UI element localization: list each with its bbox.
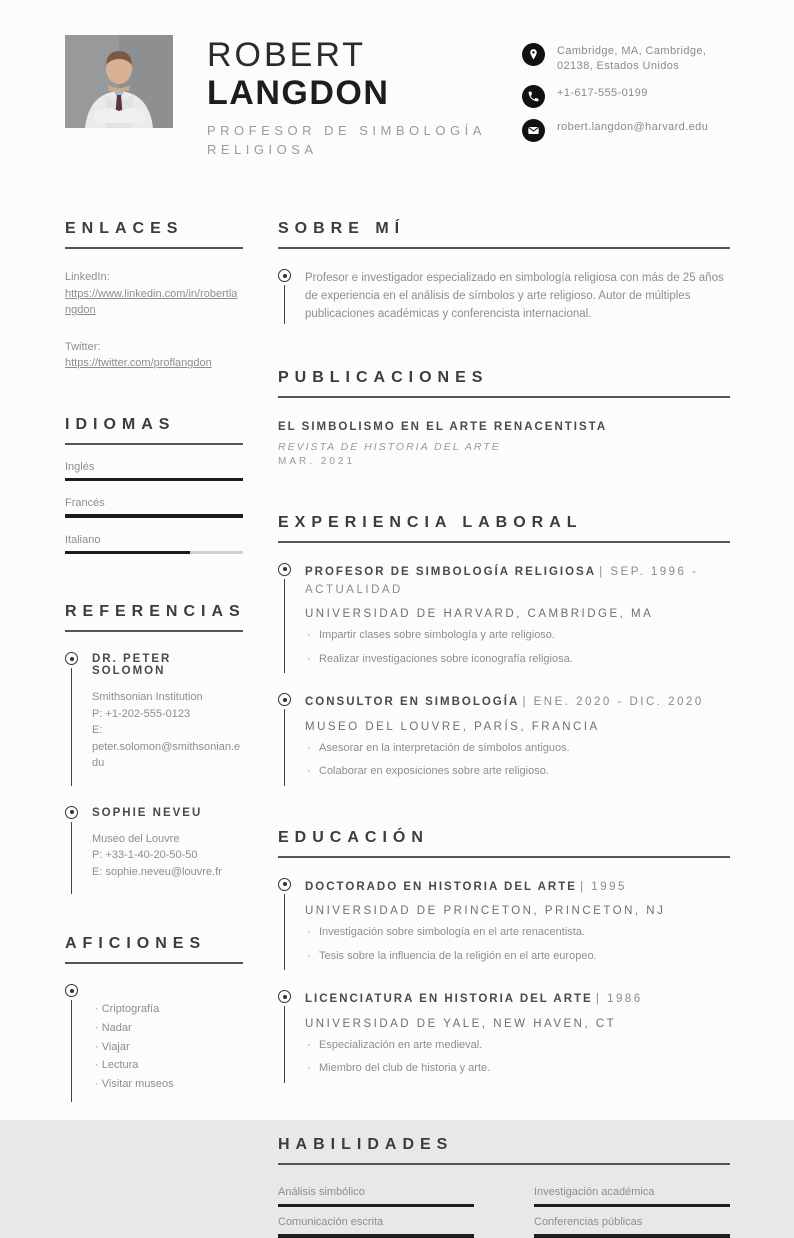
- education-degree: DOCTORADO EN HISTORIA DEL ARTE: [305, 880, 577, 893]
- email-text: robert.langdon@harvard.edu: [557, 120, 709, 133]
- job-title: PROFESOR DE SIMBOLOGÍA RELIGIOSA: [207, 123, 486, 158]
- location-text: Cambridge, MA, Cambridge, 02138, Estados Unidos: [557, 45, 707, 72]
- person-portrait-icon: [65, 35, 173, 128]
- skill-name: Conferencias públicas: [534, 1216, 643, 1229]
- reference-details: [92, 689, 243, 786]
- section-experience: [278, 514, 730, 786]
- timeline-dot-icon: [278, 878, 291, 891]
- timeline-marker: [65, 652, 92, 786]
- experience-bullets: [305, 740, 730, 786]
- hobbies-heading: AFICIONES: [65, 935, 243, 964]
- timeline-line: [284, 709, 285, 785]
- reference-phone: P: +1-202-555-0123: [92, 707, 191, 720]
- experience-heading: EXPERIENCIA LABORAL: [278, 514, 730, 543]
- twitter-label: Twitter:: [65, 340, 101, 353]
- timeline-marker: [65, 806, 92, 895]
- timeline-dot-icon: [278, 693, 291, 706]
- language-name: Francés: [65, 497, 105, 510]
- name-block: [207, 35, 499, 160]
- skill-item: [278, 1186, 474, 1208]
- skill-level-bar: [278, 1204, 474, 1208]
- section-references: [65, 603, 246, 894]
- linkedin-link[interactable]: https://www.linkedin.com/in/robertlangdon: [65, 287, 238, 317]
- phone-icon: [522, 85, 545, 108]
- hobby-item: · Viajar: [95, 1038, 243, 1057]
- reference-email: E: sophie.neveu@louvre.fr: [92, 865, 222, 878]
- about-entry: [278, 269, 730, 323]
- reference-details: [92, 831, 243, 895]
- publication-journal: REVISTA DE HISTORIA DEL ARTE: [278, 440, 501, 453]
- section-hobbies: [65, 935, 243, 1101]
- linkedin-label: LinkedIn:: [65, 271, 110, 284]
- hobby-item: · Nadar: [95, 1019, 243, 1038]
- education-entry: [278, 878, 730, 970]
- section-education: [278, 829, 730, 1083]
- experience-role-line: [305, 693, 730, 711]
- contact-phone: [522, 85, 730, 108]
- first-name: ROBERT: [207, 36, 367, 74]
- about-heading: SOBRE MÍ: [278, 220, 730, 249]
- timeline-marker: [278, 269, 305, 323]
- timeline-dot-icon: [65, 652, 78, 665]
- timeline-marker: [278, 990, 305, 1082]
- experience-bullet: · Realizar investigaciones sobre iconografía religiosa.: [305, 651, 730, 668]
- hobby-item: · Visitar museos: [95, 1075, 243, 1094]
- reference-phone: P: +33-1-40-20-50-50: [92, 849, 198, 862]
- experience-dates: | ENE. 2020 - DIC. 2020: [522, 696, 704, 709]
- skill-level-bar: [278, 1234, 474, 1238]
- publication-item: [278, 421, 730, 467]
- timeline-line: [284, 1006, 285, 1082]
- language-level-bar: [65, 551, 243, 555]
- education-dates: | 1986: [595, 993, 643, 1006]
- skill-item: [278, 1216, 474, 1238]
- reference-name: DR. PETER SOLOMON: [92, 653, 172, 678]
- timeline-line: [284, 579, 285, 674]
- timeline-line: [284, 894, 285, 970]
- section-about: [278, 220, 730, 323]
- main-content: [65, 220, 730, 1237]
- experience-role: PROFESOR DE SIMBOLOGÍA RELIGIOSA: [305, 565, 597, 578]
- education-bullet: · Miembro del club de historia y arte.: [305, 1060, 730, 1077]
- contact-email: [522, 119, 730, 142]
- timeline-dot-icon: [65, 984, 78, 997]
- references-heading: REFERENCIAS: [65, 603, 243, 632]
- experience-bullet: · Asesorar en la interpretación de símbolos antiguos.: [305, 740, 730, 757]
- last-name: LANGDON: [207, 74, 390, 113]
- experience-org: UNIVERSIDAD DE HARVARD, CAMBRIDGE, MA: [305, 608, 654, 621]
- link-item-twitter: [65, 339, 243, 372]
- timeline-marker: [278, 563, 305, 674]
- skills-grid: [278, 1186, 730, 1238]
- language-item: [65, 461, 243, 482]
- skill-level-bar: [534, 1204, 730, 1208]
- sidebar: [65, 220, 246, 1237]
- education-org: UNIVERSIDAD DE PRINCETON, PRINCETON, NJ: [305, 905, 666, 918]
- skills-heading: HABILIDADES: [278, 1136, 730, 1165]
- education-bullet: · Investigación sobre simbología en el arte renacentista.: [305, 924, 730, 941]
- contact-block: [522, 35, 730, 153]
- education-bullet: · Especialización en arte medieval.: [305, 1037, 730, 1054]
- timeline-line: [71, 822, 72, 895]
- links-heading: ENLACES: [65, 220, 243, 249]
- experience-role-line: [305, 563, 730, 600]
- section-links: [65, 220, 243, 372]
- timeline-dot-icon: [65, 806, 78, 819]
- link-item-linkedin: [65, 269, 243, 319]
- reference-org: Museo del Louvre: [92, 832, 180, 845]
- hobby-item: · Criptografía: [95, 1000, 243, 1019]
- education-bullets: [305, 1037, 730, 1083]
- hobbies-entry: [65, 984, 243, 1101]
- section-publications: [278, 369, 730, 467]
- profile-photo: [65, 35, 173, 128]
- twitter-link[interactable]: https://twitter.com/proflangdon: [65, 357, 212, 370]
- section-languages: [65, 416, 243, 555]
- skill-name: Investigación académica: [534, 1185, 655, 1198]
- skill-name: Comunicación escrita: [278, 1216, 384, 1229]
- hobby-item: · Lectura: [95, 1056, 243, 1075]
- language-item: [65, 497, 243, 518]
- language-level-bar: [65, 478, 243, 482]
- language-level-bar: [65, 514, 243, 518]
- skill-item: [534, 1216, 730, 1238]
- contact-location: [522, 43, 730, 74]
- timeline-marker: [65, 984, 92, 1101]
- main-column: [278, 220, 730, 1237]
- timeline-dot-icon: [278, 990, 291, 1003]
- publication-date: MAR. 2021: [278, 455, 356, 467]
- education-bullets: [305, 924, 730, 970]
- education-heading: EDUCACIÓN: [278, 829, 730, 858]
- language-name: Inglés: [65, 460, 95, 473]
- timeline-marker: [278, 878, 305, 970]
- timeline-dot-icon: [278, 269, 291, 282]
- timeline-line: [71, 668, 72, 786]
- education-degree-line: [305, 878, 730, 896]
- experience-dates: | SEP. 1996 - ACTUALIDAD: [305, 565, 699, 596]
- timeline-dot-icon: [278, 563, 291, 576]
- location-pin-icon: [522, 43, 545, 66]
- phone-text: +1-617-555-0199: [557, 86, 648, 99]
- skill-name: Análisis simbólico: [278, 1185, 365, 1198]
- languages-heading: IDIOMAS: [65, 416, 243, 445]
- language-item: [65, 534, 243, 555]
- education-degree-line: [305, 990, 730, 1008]
- timeline-line: [284, 285, 285, 323]
- reference-entry: [65, 806, 243, 895]
- reference-name: SOPHIE NEVEU: [92, 806, 203, 819]
- reference-org: Smithsonian Institution: [92, 691, 203, 704]
- reference-entry: [65, 652, 243, 786]
- reference-email: E: peter.solomon@smithsonian.edu: [92, 724, 241, 770]
- timeline-line: [71, 1000, 72, 1101]
- education-dates: | 1995: [580, 880, 627, 893]
- section-skills: [278, 1136, 730, 1238]
- experience-bullets: [305, 627, 730, 673]
- education-entry: [278, 990, 730, 1082]
- about-text: Profesor e investigador especializado en simbología religiosa con más de 25 años de experiencia en el análisis de símbolos y arte religioso. Autor de múltiples publicaciones académicas y conferencista internacional.: [305, 272, 724, 320]
- experience-org: MUSEO DEL LOUVRE, PARÍS, FRANCIA: [305, 720, 600, 733]
- experience-bullet: · Impartir clases sobre simbología y arte religioso.: [305, 627, 730, 644]
- experience-entry: [278, 693, 730, 785]
- experience-role: CONSULTOR EN SIMBOLOGÍA: [305, 696, 520, 709]
- publication-title: EL SIMBOLISMO EN EL ARTE RENACENTISTA: [278, 420, 608, 433]
- timeline-marker: [278, 693, 305, 785]
- experience-bullet: · Colaborar en exposiciones sobre arte religioso.: [305, 763, 730, 780]
- hobby-list: [92, 984, 243, 1101]
- language-name: Italiano: [65, 533, 101, 546]
- email-envelope-icon: [522, 119, 545, 142]
- education-degree: LICENCIATURA EN HISTORIA DEL ARTE: [305, 993, 593, 1006]
- experience-entry: [278, 563, 730, 674]
- skill-level-bar: [534, 1234, 730, 1238]
- publications-heading: PUBLICACIONES: [278, 369, 730, 398]
- education-bullet: · Tesis sobre la influencia de la religión en el arte europeo.: [305, 948, 730, 965]
- skill-item: [534, 1186, 730, 1208]
- education-org: UNIVERSIDAD DE YALE, NEW HAVEN, CT: [305, 1017, 617, 1030]
- header: [65, 35, 730, 160]
